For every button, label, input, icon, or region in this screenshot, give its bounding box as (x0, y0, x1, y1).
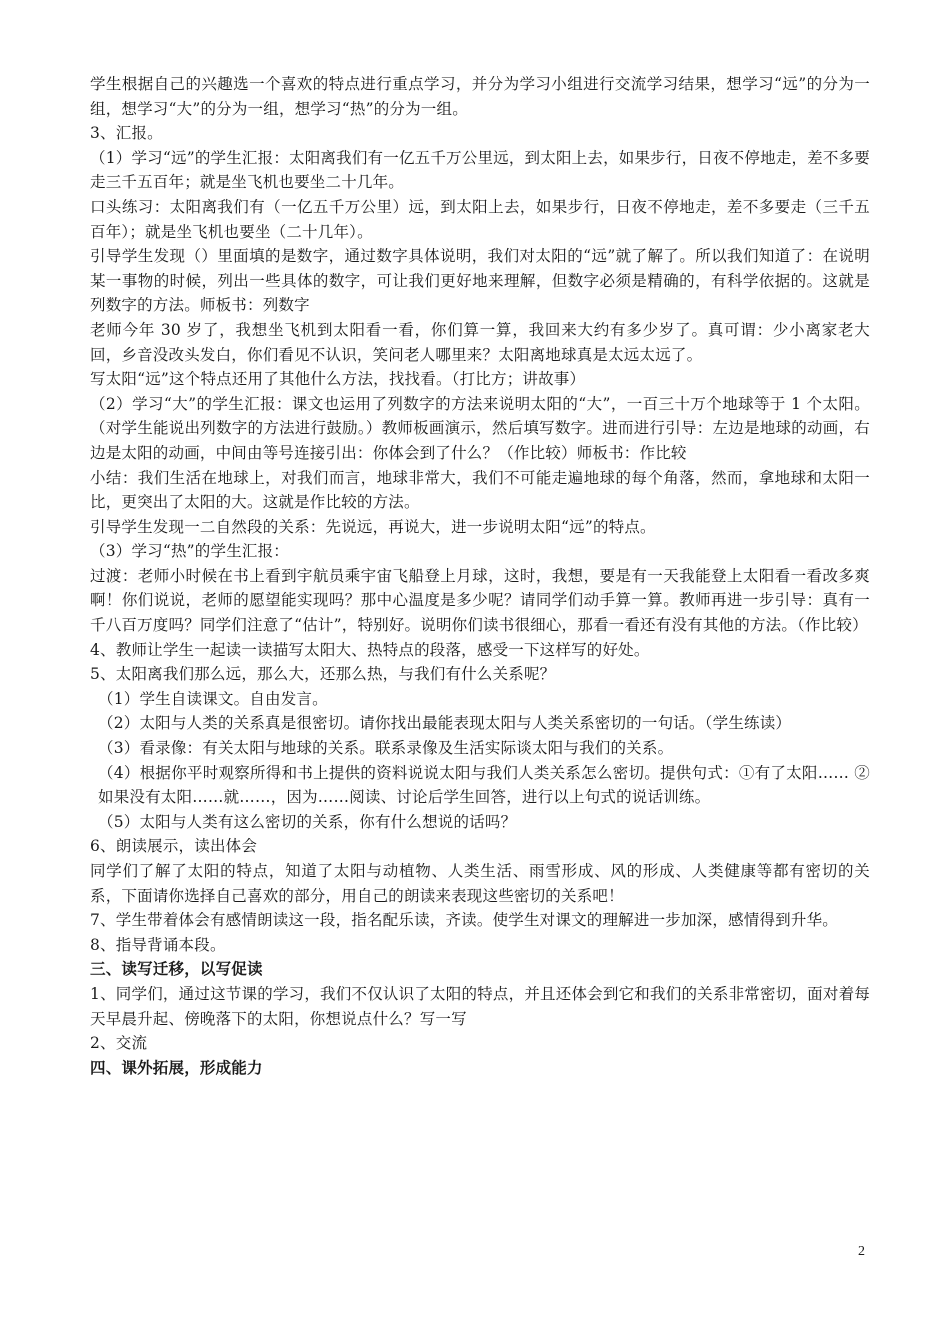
paragraph: （3）学习“热”的学生汇报： (90, 542, 290, 561)
paragraph: 1、同学们，通过这节课的学习，我们不仅认识了太阳的特点，并且还体会到它和我们的关系非常密切，面对着每天早晨升起、傍晚落下的太阳，你想说点什么？写一写 (90, 984, 870, 1028)
paragraph: 8、指导背诵本段。 (90, 935, 226, 954)
document-body (90, 72, 870, 1080)
paragraph: （4）根据你平时观察所得和书上提供的资料说说太阳与我们人类关系怎么密切。提供句式：①有了太阳…… ②如果没有太阳……就……，因为……阅读、讨论后学生回答，进行以上句式的说话训练。 (98, 763, 870, 807)
paragraph: （3）看录像：有关太阳与地球的关系。联系录像及生活实际谈太阳与我们的关系。 (98, 739, 674, 758)
paragraph: （1）学生自读课文。自由发言。 (98, 689, 328, 708)
paragraph: 同学们了解了太阳的特点，知道了太阳与动植物、人类生活、雨雪形成、风的形成、人类健康等都有密切的关系，下面请你选择自己喜欢的部分，用自己的朗读来表现这些密切的关系吧！ (90, 862, 870, 905)
paragraph: 4、教师让学生一起读一读描写太阳大、热特点的段落，感受一下这样写的好处。 (90, 640, 650, 659)
section-heading: 四、课外拓展，形成能力 (90, 1057, 263, 1077)
paragraph: 学生根据自己的兴趣选一个喜欢的特点进行重点学习，并分为学习小组进行交流学习结果，想学习“远”的分为一组，想学习“大”的分为一组，想学习“热”的分为一组。 (90, 75, 870, 118)
paragraph: 老师今年 30 岁了，我想坐飞机到太阳看一看，你们算一算，我回来大约有多少岁了。真可谓：少小离家老大回，乡音没改头发白，你们看见不认识，笑问老人哪里来？太阳离地球真是太远太远了。 (90, 320, 870, 364)
paragraph: 写太阳“远”这个特点还用了其他什么方法，找找看。（打比方；讲故事） (90, 370, 586, 389)
paragraph: 6、朗读展示，读出体会 (90, 837, 258, 856)
section-heading: 三、读写迁移，以写促读 (90, 959, 263, 979)
paragraph: 3、汇报。 (90, 124, 163, 143)
paragraph: 过渡：老师小时候在书上看到宇航员乘宇宙飞船登上月球，这时，我想，要是有一天我能登上太阳看一看改多爽啊！你们说说，老师的愿望能实现吗？那中心温度是多少呢？请同学们动手算一算。教师再进一步引导：真有一千八百万度吗？同学们注意了“估计”，特别好。说明你们读书很细心，那看一看还有没有其他的方法。（作比较） (90, 566, 870, 635)
page-number: 2 (858, 1244, 865, 1259)
paragraph: 引导学生发现（）里面填的是数字，通过数字具体说明，我们对太阳的“远”就了解了。所以我们知道了：在说明某一事物的时候，列出一些具体的数字，可让我们更好地来理解，但数字必须是精确的，有科学依据的。这就是列数字的方法。师板书：列数字 (90, 247, 870, 315)
paragraph: 2、交流 (90, 1034, 148, 1053)
paragraph: 口头练习：太阳离我们有（一亿五千万公里）远，到太阳上去，如果步行，日夜不停地走，差不多要走（三千五百年）；就是坐飞机也要坐（二十几年）。 (90, 197, 870, 241)
paragraph: 小结：我们生活在地球上，对我们而言，地球非常大，我们不可能走遍地球的每个角落，然而，拿地球和太阳一比，更突出了太阳的大。这就是作比较的方法。 (90, 468, 870, 512)
paragraph: （2）太阳与人类的关系真是很密切。请你找出最能表现太阳与人类关系密切的一句话。（学生练读） (98, 714, 792, 733)
paragraph: 5、太阳离我们那么远，那么大，还那么热，与我们有什么关系呢？ (90, 665, 556, 684)
paragraph: 引导学生发现一二自然段的关系：先说远，再说大，进一步说明太阳“远”的特点。 (90, 517, 656, 536)
paragraph: 7、学生带着体会有感情朗读这一段，指名配乐读，齐读。使学生对课文的理解进一步加深，感情得到升华。 (90, 911, 838, 930)
paragraph: （2）学习“大”的学生汇报：课文也运用了列数字的方法来说明太阳的“大”，一百三十万个地球等于 1 个太阳。（对学生能说出列数字的方法进行鼓励。）教师板画演示，然后填写数字。进而进行引导：左边是地球的动画，右边是太阳的动画，中间由等号连接引出：你体会到了什么？（作比较）师板书：作比较 (90, 394, 870, 462)
paragraph: （5）太阳与人类有这么密切的关系，你有什么想说的话吗？ (98, 812, 517, 831)
paragraph: （1）学习“远”的学生汇报：太阳离我们有一亿五千万公里远，到太阳上去，如果步行，日夜不停地走，差不多要走三千五百年；就是坐飞机也要坐二十几年。 (90, 148, 870, 192)
